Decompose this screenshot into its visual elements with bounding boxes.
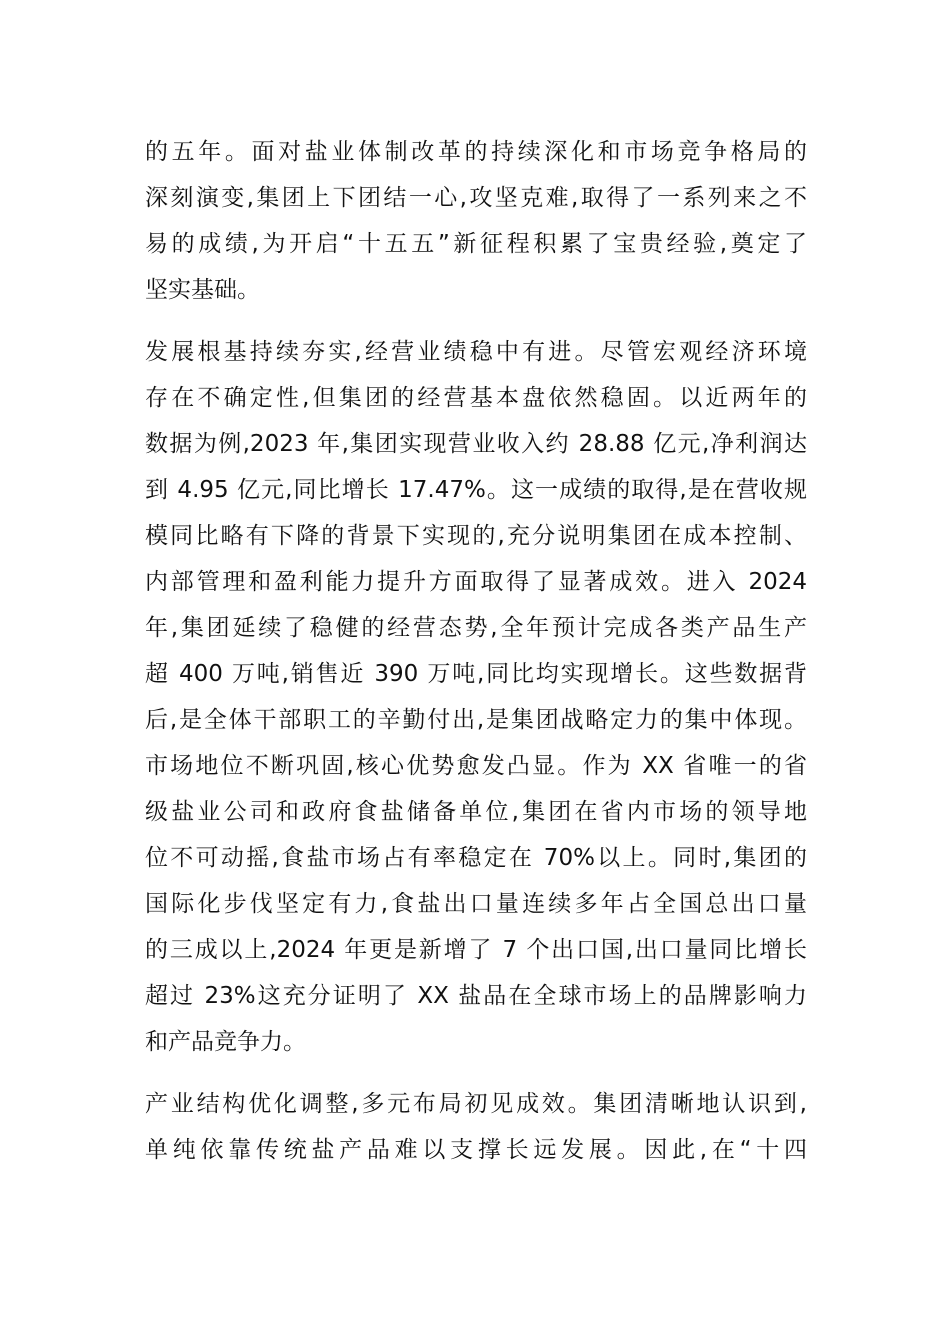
document-page [145,132,807,1192]
text-line: 坚实基础。 [145,277,260,303]
text-line: 内部管理和盈利能力提升方面取得了显著成效。进入 2024 [145,569,807,595]
text-line: 超 400 万吨,销售近 390 万吨,同比均实现增长。这些数据背 [145,661,807,687]
text-line: 和产品竞争力。 [145,1029,306,1055]
text-line: 数据为例,2023 年,集团实现营业收入约 28.88 亿元,净利润达 [145,431,807,457]
paragraph-business-performance [145,332,807,746]
text-line: 市场地位不断巩固,核心优势愈发凸显。作为 XX 省唯一的省 [145,753,807,779]
text-line: 易的成绩,为开启“十五五”新征程积累了宝贵经验,奠定了 [145,231,807,257]
text-line: 的五年。面对盐业体制改革的持续深化和市场竞争格局的 [145,139,807,165]
text-line: 位不可动摇,食盐市场占有率稳定在 70%以上。同时,集团的 [145,845,807,871]
text-line: 国际化步伐坚定有力,食盐出口量连续多年占全国总出口量 [145,891,807,917]
text-line: 到 4.95 亿元,同比增长 17.47%。这一成绩的取得,是在营收规 [145,477,807,503]
text-line: 单纯依靠传统盐产品难以支撑长远发展。因此,在“十四 [145,1137,807,1163]
text-line: 深刻演变,集团上下团结一心,攻坚克难,取得了一系列来之不 [145,185,807,211]
text-line: 年,集团延续了稳健的经营态势,全年预计完成各类产品生产 [145,615,807,641]
text-line: 级盐业公司和政府食盐储备单位,集团在省内市场的领导地 [145,799,807,825]
text-line: 产业结构优化调整,多元布局初见成效。集团清晰地认识到, [145,1091,807,1117]
paragraph-market-position [145,746,807,1068]
paragraph-industry-structure [145,1084,807,1176]
text-line: 超过 23%这充分证明了 XX 盐品在全球市场上的品牌影响力 [145,983,807,1009]
text-line: 发展根基持续夯实,经营业绩稳中有进。尽管宏观经济环境 [145,339,807,365]
text-line: 存在不确定性,但集团的经营基本盘依然稳固。以近两年的 [145,385,807,411]
text-line: 的三成以上,2024 年更是新增了 7 个出口国,出口量同比增长 [145,937,807,963]
paragraph-intro-continued [145,132,807,316]
text-line: 后,是全体干部职工的辛勤付出,是集团战略定力的集中体现。 [145,707,807,733]
text-line: 模同比略有下降的背景下实现的,充分说明集团在成本控制、 [145,523,807,549]
